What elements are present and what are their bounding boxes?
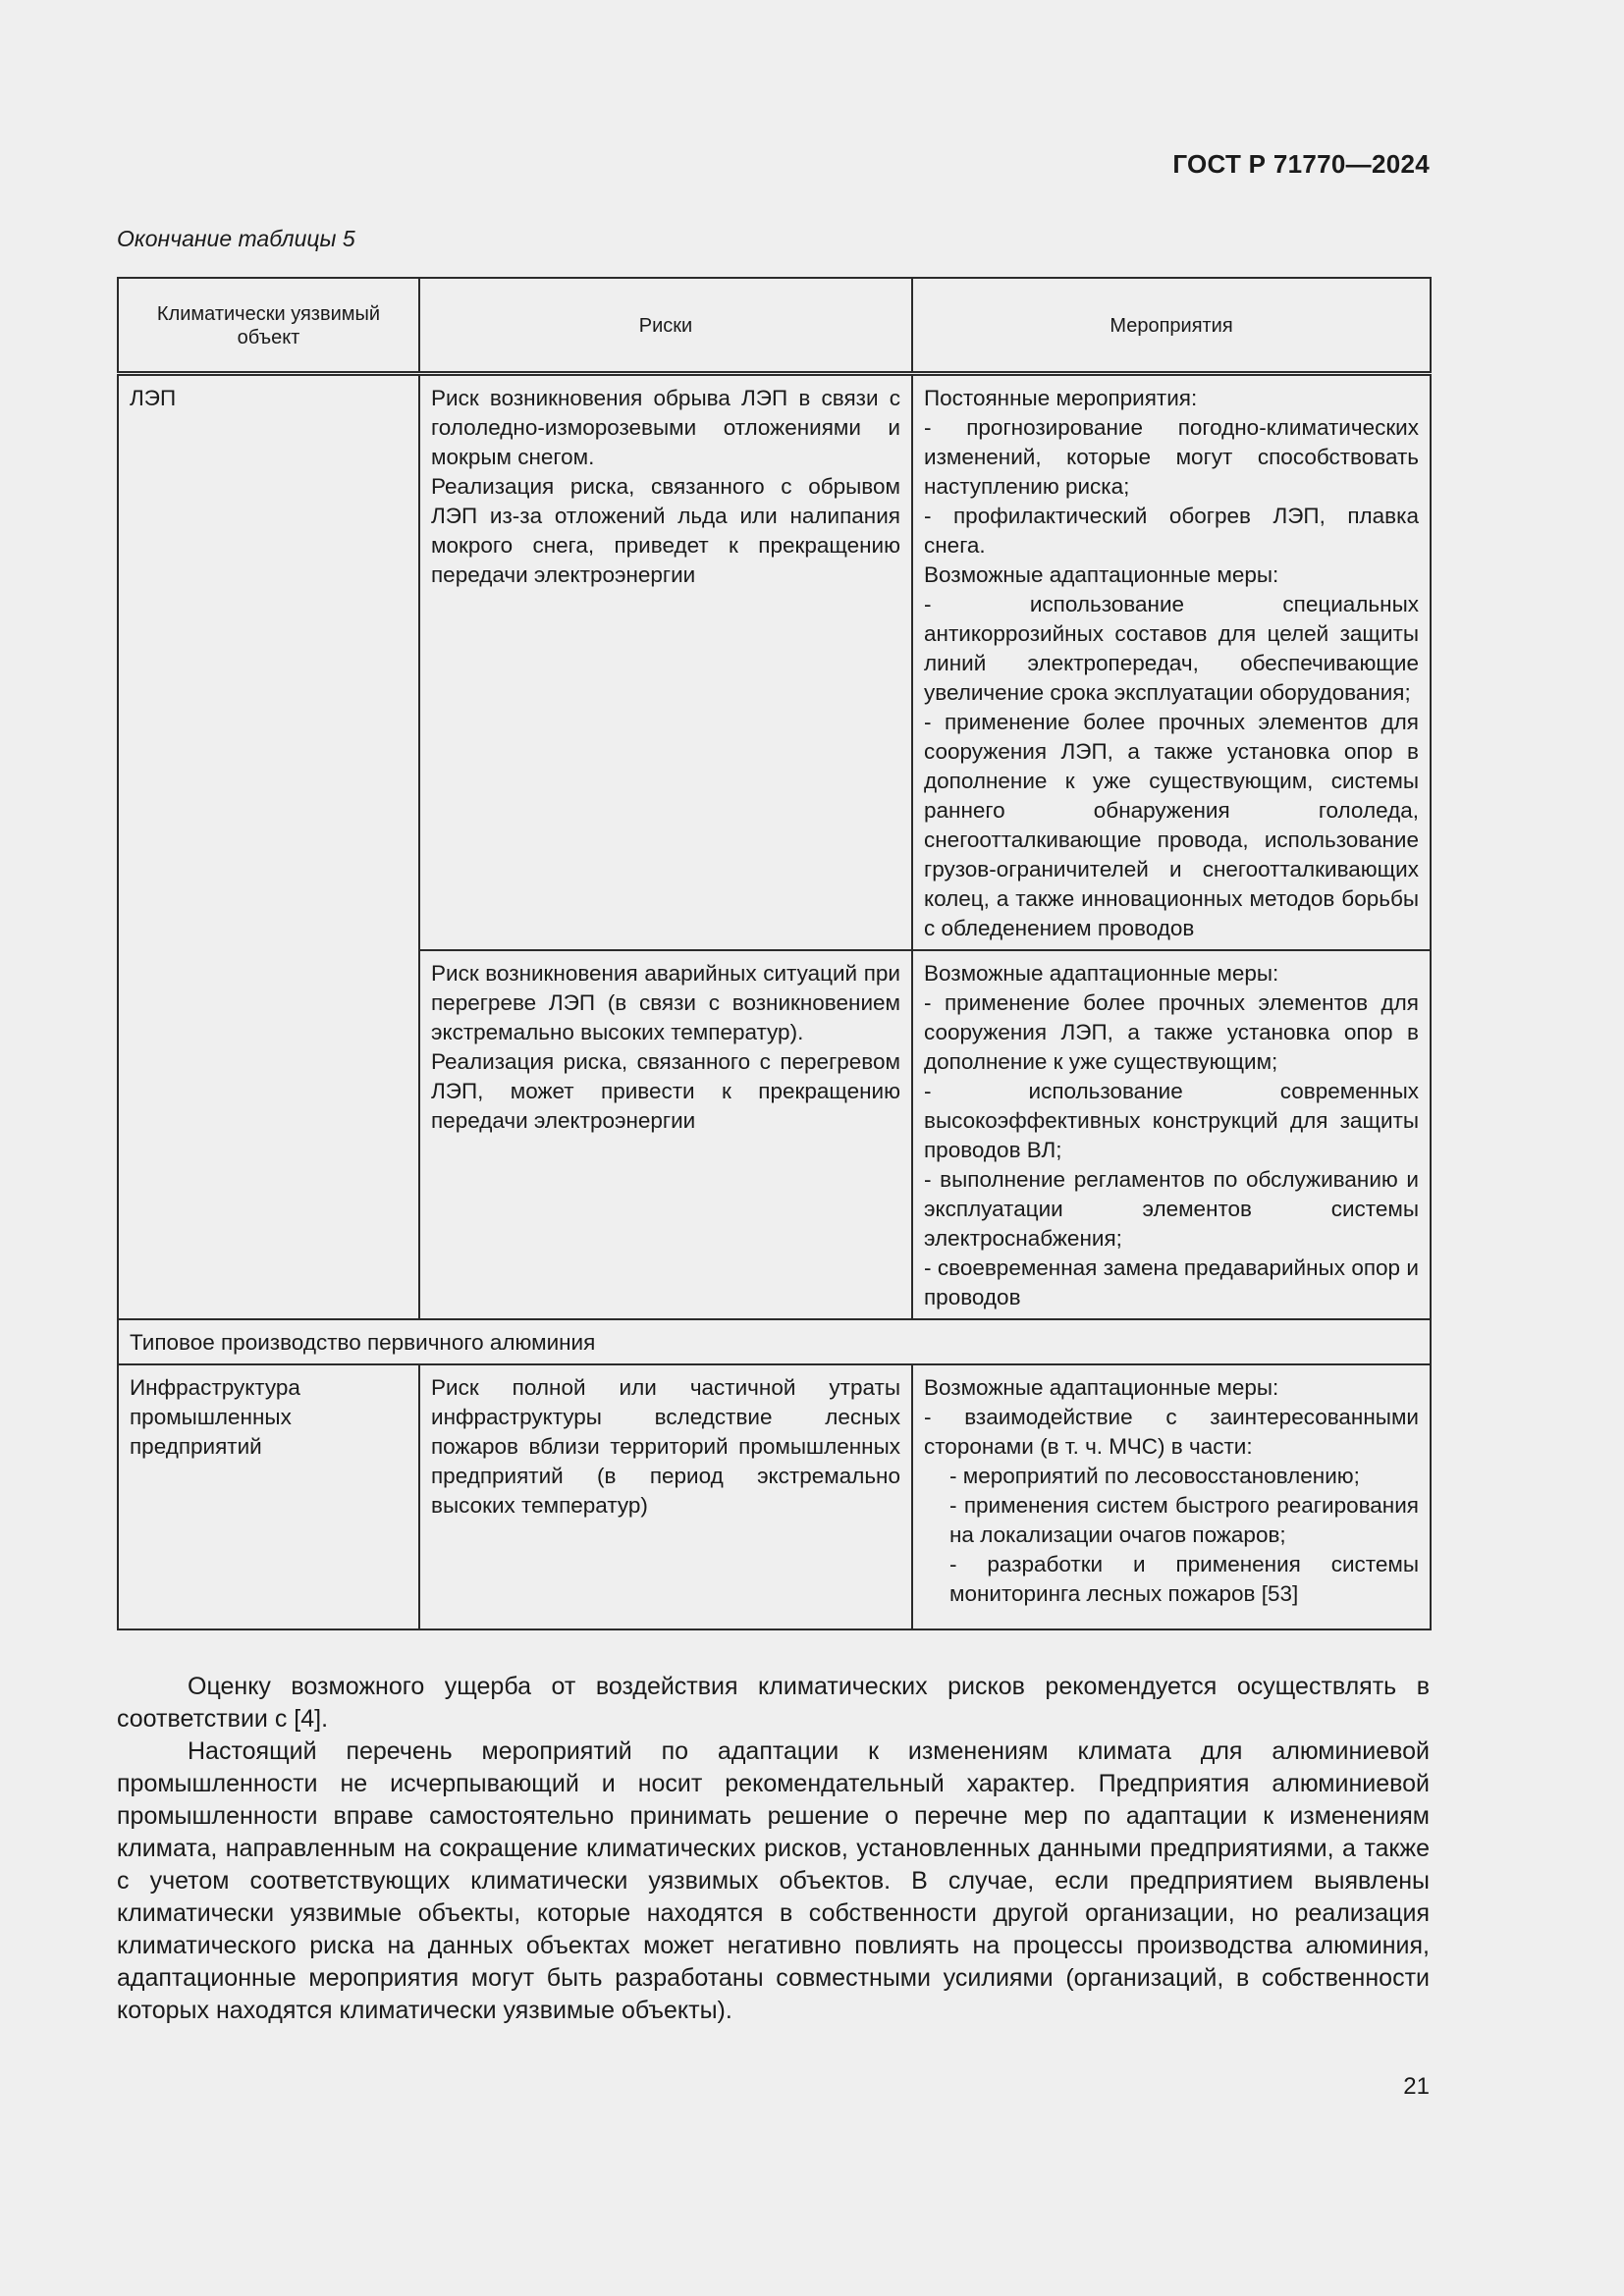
paragraph: Оценку возможного ущерба от воздействия климатических рисков рекомендуется осуществлять в соответствии с [4]. [117, 1673, 1430, 1733]
measure-line: - взаимодействие с заинтересованными сторонами (в т. ч. МЧС) в части: [924, 1405, 1419, 1459]
object-cell-infra [118, 1364, 419, 1629]
table-row [118, 1364, 1431, 1629]
col-header-risks: Риски [419, 278, 912, 374]
measures-cell [912, 374, 1431, 951]
page-number: 21 [1403, 2073, 1430, 2100]
risk-cell [419, 950, 912, 1319]
document-code: ГОСТ Р 71770—2024 [1172, 149, 1430, 179]
measure-subline: - мероприятий по лесовосстановлению; [949, 1464, 1360, 1488]
table-row [118, 374, 1431, 951]
measures-cell [912, 950, 1431, 1319]
measure-line: - своевременная замена предаварийных опор и проводов [924, 1255, 1419, 1309]
object-name: ЛЭП [130, 386, 177, 410]
body-text [117, 1671, 1430, 2027]
measures-table [117, 277, 1432, 1630]
risk-implementation: Реализация риска, связанного с перегревом ЛЭП, может привести к прекращению передачи электроэнергии [431, 1049, 900, 1133]
table-section-row [118, 1319, 1431, 1364]
measure-line: - профилактический обогрев ЛЭП, плавка снега. [924, 504, 1419, 558]
risk-description: Риск возникновения аварийных ситуаций при перегреве ЛЭП (в связи с возникновением экстремально высоких температур). [431, 961, 900, 1044]
measure-subline: - разработки и применения системы мониторинга лесных пожаров [53] [949, 1552, 1419, 1606]
measure-line: - использование специальных антикоррозийных составов для целей защиты линий электропередач, обеспечивающие увеличение срока эксплуатации оборудования; [924, 592, 1419, 705]
risk-cell [419, 1364, 912, 1629]
col-header-measures: Мероприятия [912, 278, 1431, 374]
measure-line: Возможные адаптационные меры: [924, 562, 1279, 587]
measure-line: - прогнозирование погодно-климатических изменений, которые могут способствовать наступлению риска; [924, 415, 1419, 499]
measure-line: - применение более прочных элементов для сооружения ЛЭП, а также установка опор в дополнение к уже существующим; [924, 990, 1419, 1074]
measure-line: Возможные адаптационные меры: [924, 1375, 1279, 1400]
section-title: Типовое производство первичного алюминия [118, 1319, 1431, 1364]
risk-cell [419, 374, 912, 951]
risk-description: Риск полной или частичной утраты инфраструктуры вследствие лесных пожаров вблизи территорий промышленных предприятий (в период экстремально высоких температур) [431, 1375, 900, 1518]
measure-subline: - применения систем быстрого реагирования на локализации очагов пожаров; [949, 1493, 1419, 1547]
measure-line: Постоянные мероприятия: [924, 386, 1198, 410]
measure-line: - применение более прочных элементов для сооружения ЛЭП, а также установка опор в дополнение к уже существующим, системы раннего обнаружения гололеда, снегоотталкивающие провода, использование грузов-ограничителей и снегоотталкивающих колец, а также инновационных методов борьбы с обледенением проводов [924, 710, 1419, 940]
table-header-row [118, 278, 1431, 374]
measure-line: Возможные адаптационные меры: [924, 961, 1279, 986]
measures-cell [912, 1364, 1431, 1629]
measure-line: - использование современных высокоэффективных конструкций для защиты проводов ВЛ; [924, 1079, 1419, 1162]
object-name: Инфраструктура промышленных предприятий [130, 1375, 300, 1459]
table-caption: Окончание таблицы 5 [117, 226, 355, 251]
measure-line: - выполнение регламентов по обслуживанию и эксплуатации элементов системы электроснабжения; [924, 1167, 1419, 1251]
paragraph: Настоящий перечень мероприятий по адаптации к изменениям климата для алюминиевой промышленности не исчерпывающий и носит рекомендательный характер. Предприятия алюминиевой промышленности вправе самостоятельно принимать решение о перечне мер по адаптации к изменениям климата, направленным на сокращение климатических рисков, установленных данными предприятиями, а также с учетом соответствующих климатически уязвимых объектов. В случае, если предприятием выявлены климатически уязвимые объекты, которые находятся в собственности другой организации, но реализация климатического риска на данных объектах может негативно повлиять на процессы производства алюминия, адаптационные мероприятия могут быть разработаны совместными усилиями (организаций, в собственности которых находятся климатически уязвимые объекты). [117, 1737, 1430, 2024]
risk-description: Риск возникновения обрыва ЛЭП в связи с гололедно-изморозевыми отложениями и мокрым снегом. [431, 386, 900, 469]
object-cell-lep [118, 374, 419, 1320]
col-header-object: Климатически уязвимый объект [118, 278, 419, 374]
risk-implementation: Реализация риска, связанного с обрывом ЛЭП из-за отложений льда или налипания мокрого снега, приведет к прекращению передачи электроэнергии [431, 474, 900, 587]
